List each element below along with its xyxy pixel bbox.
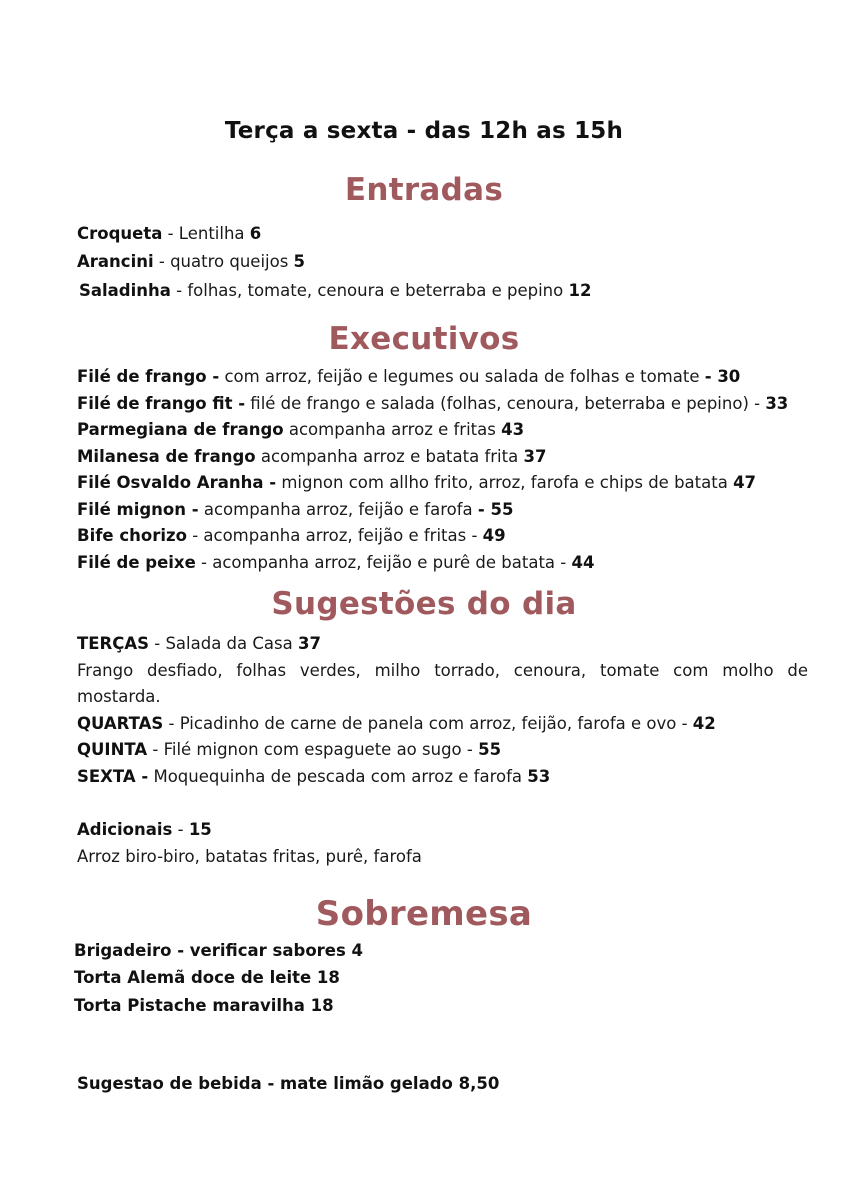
item-price: 47 [733,473,757,492]
item-name: Saladinha [79,281,171,300]
item-price: 42 [692,714,716,733]
item-name: TERÇAS [77,634,149,653]
item-name: SEXTA - [77,767,149,786]
item-desc: com arroz, feijão e legumes ou salada de folhas e tomate [219,367,705,386]
item-name: Croqueta [77,224,163,243]
menu-item [77,711,716,737]
item-desc: - [172,820,189,839]
item-desc: - folhas, tomate, cenoura e beterraba e pepino [170,281,569,300]
item-desc: - quatro queijos [153,252,294,271]
item-detail: Arroz biro-biro, batatas fritas, purê, farofa [77,847,422,866]
item-name: Filé de frango fit - [77,394,246,413]
drink-suggestion [77,1071,499,1097]
item-desc: - Picadinho de carne de panela com arroz, feijão, farofa e ovo - [163,714,693,733]
item-price: 5 [293,252,306,271]
item-name: Adicionais [77,820,173,839]
menu-item [77,391,788,417]
item-desc: acompanha arroz e fritas [283,420,502,439]
section-title-executivos: Executivos [328,321,520,357]
item-price: 55 [478,740,502,759]
item-price: 33 [765,394,789,413]
menu-item [77,764,550,790]
item-name: QUINTA [77,740,148,759]
item-price: 6 [249,224,262,243]
menu-item [77,631,321,657]
menu-item [77,221,261,247]
item-name: Parmegiana de frango [77,420,284,439]
item-name: Torta Pistache maravilha 18 [74,996,334,1015]
item-desc: acompanha arroz, feijão e farofa [198,500,478,519]
menu-item [74,965,340,991]
item-desc: acompanha arroz e batata frita [255,447,524,466]
item-price: 49 [482,526,506,545]
item-desc: Moquequinha de pescada com arroz e farofa [148,767,528,786]
item-price: 12 [568,281,592,300]
item-detail: Frango desfiado, folhas verdes, milho torrado, cenoura, tomate com molho de mostarda. [77,661,808,706]
item-name: Filé Osvaldo Aranha - [77,473,277,492]
item-desc: mignon com allho frito, arroz, farofa e chips de batata [276,473,734,492]
item-price: 15 [188,820,212,839]
menu-item [77,497,513,523]
item-name: Filé mignon - [77,500,199,519]
item-price: 44 [571,553,595,572]
item-desc: - Filé mignon com espaguete ao sugo - [147,740,479,759]
drink-text: Sugestao de bebida - mate limão gelado 8,50 [77,1074,500,1093]
item-price: - 55 [477,500,514,519]
menu-item [77,417,524,443]
item-desc: - acompanha arroz, feijão e fritas - [186,526,483,545]
item-name: Torta Alemã doce de leite 18 [74,968,340,987]
item-name: Milanesa de frango [77,447,256,466]
menu-item [77,364,740,390]
item-name: Filé de peixe [77,553,196,572]
menu-item [77,817,212,843]
menu-item [77,523,506,549]
section-title-sugestoes: Sugestões do dia [271,586,577,622]
item-desc: - acompanha arroz, feijão e purê de batata - [195,553,572,572]
menu-item [77,249,305,275]
item-price: 53 [527,767,551,786]
item-name: Filé de frango - [77,367,220,386]
item-name: Arancini [77,252,154,271]
service-hours: Terça a sexta - das 12h as 15h [224,118,624,144]
item-name: QUARTAS [77,714,164,733]
item-price: - 30 [704,367,741,386]
item-name: Bife chorizo [77,526,187,545]
section-title-sobremesa: Sobremesa [315,894,533,934]
item-desc: - Lentilha [162,224,250,243]
menu-item [79,278,591,304]
item-desc: - Salada da Casa [149,634,298,653]
menu-item [77,470,756,496]
item-price: 43 [501,420,525,439]
section-title-entradas: Entradas [344,172,504,208]
item-price: 37 [523,447,547,466]
item-name: Brigadeiro - verificar sabores 4 [74,941,364,960]
menu-item [74,993,334,1019]
item-price: 37 [297,634,321,653]
menu-item [74,938,363,964]
menu-item [77,550,594,576]
menu-item [77,444,546,470]
item-desc: filé de frango e salada (folhas, cenoura, beterraba e pepino) - [245,394,766,413]
menu-item [77,737,501,763]
